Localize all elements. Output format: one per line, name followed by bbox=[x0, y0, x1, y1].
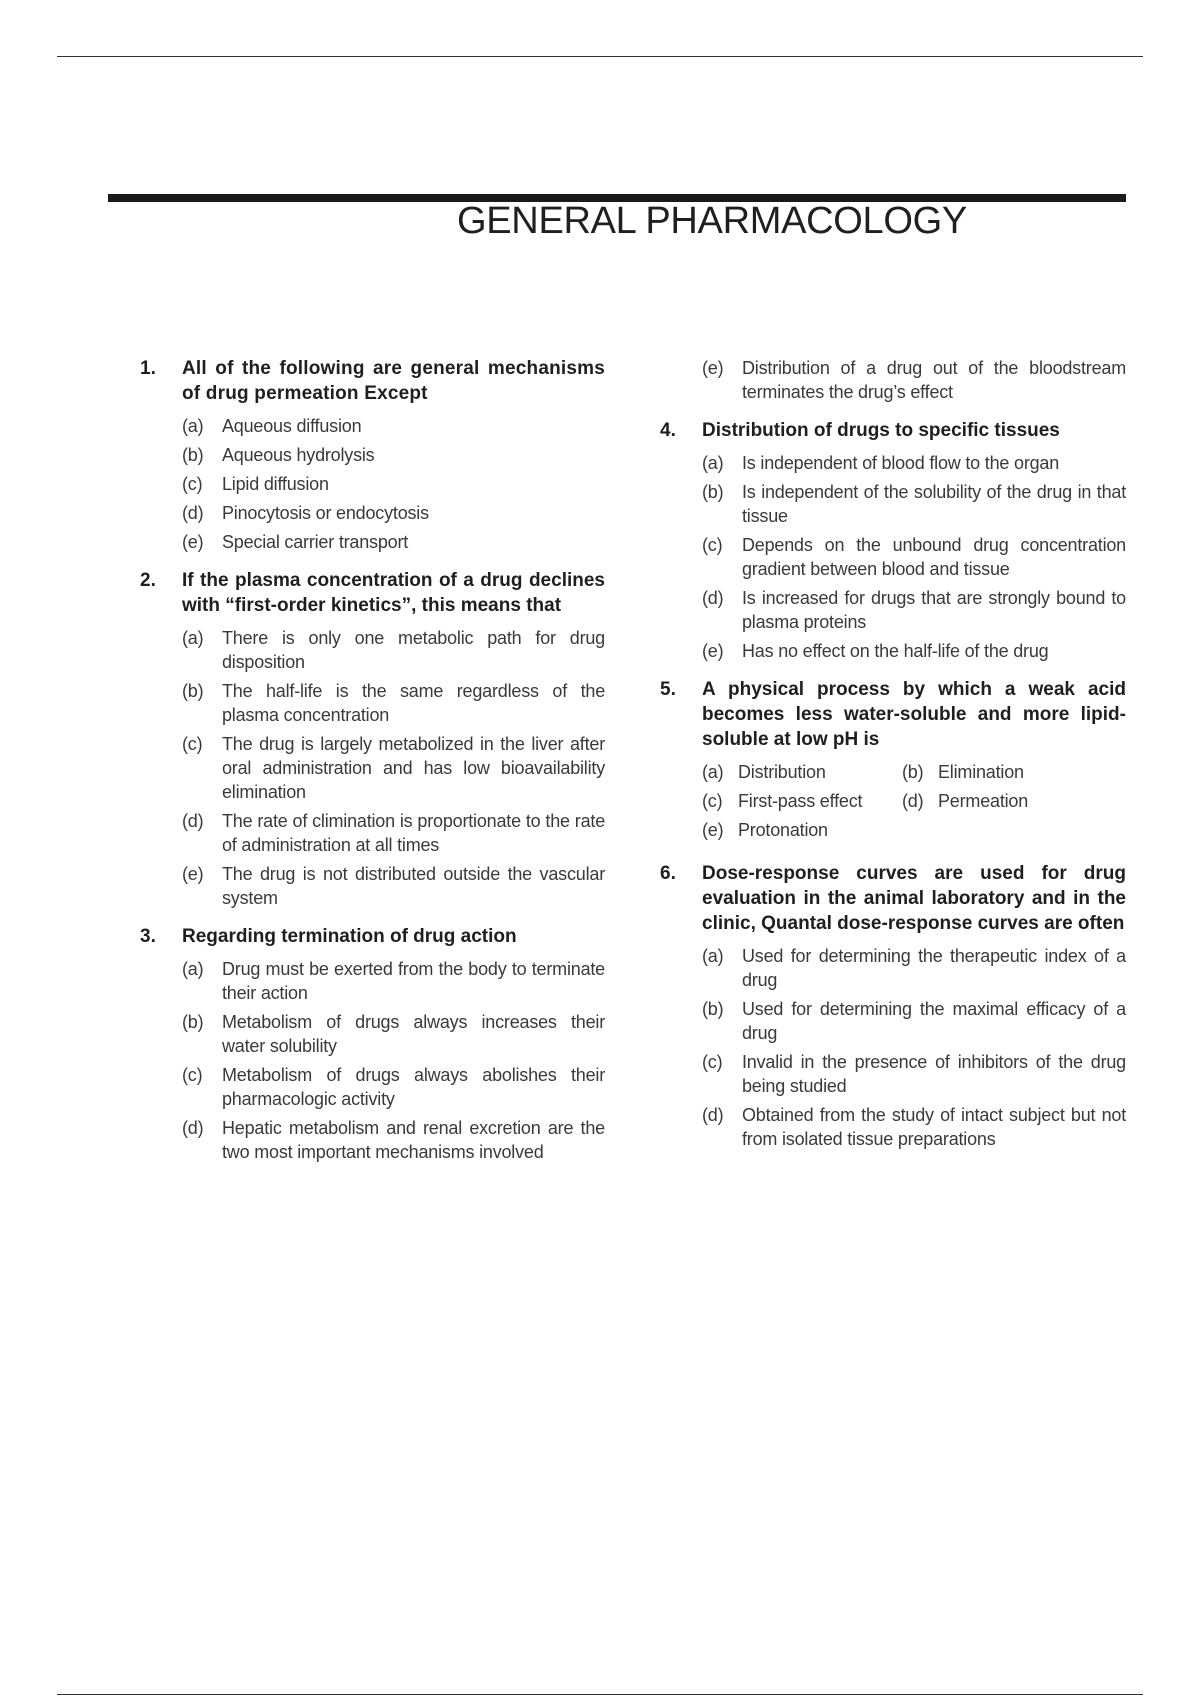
option-text: Metabolism of drugs always increases their water solubility bbox=[222, 1012, 605, 1056]
option-a bbox=[702, 944, 1126, 992]
option-label: (c) bbox=[702, 791, 723, 811]
option-text: Used for determining the therapeutic index of a drug bbox=[742, 946, 1126, 990]
question-1 bbox=[140, 356, 605, 554]
option-text: Depends on the unbound drug concentration gradient between blood and tissue bbox=[742, 535, 1126, 579]
question-header bbox=[660, 418, 1126, 443]
question-text: A physical process by which a weak acid becomes less water-soluble and more lipid-soluble at low pH is bbox=[702, 679, 1126, 750]
option-c bbox=[702, 789, 902, 813]
option-b bbox=[182, 443, 605, 467]
option-label: (a) bbox=[702, 946, 724, 966]
option-c bbox=[182, 732, 605, 804]
option-b bbox=[182, 1010, 605, 1058]
question-text: Regarding termination of drug action bbox=[182, 926, 517, 947]
option-e bbox=[182, 530, 605, 554]
option-c bbox=[182, 472, 605, 496]
option-e bbox=[702, 356, 1126, 404]
question-number: 1. bbox=[140, 358, 156, 379]
option-text: Elimination bbox=[938, 762, 1024, 782]
option-label: (b) bbox=[182, 445, 204, 465]
option-b bbox=[702, 997, 1126, 1045]
options-list bbox=[182, 626, 605, 910]
option-label: (b) bbox=[182, 681, 204, 701]
options-list bbox=[702, 451, 1126, 663]
question-6 bbox=[660, 861, 1126, 1151]
option-label: (e) bbox=[702, 641, 724, 661]
right-column bbox=[660, 356, 1126, 1165]
question-2 bbox=[140, 568, 605, 910]
option-label: (d) bbox=[182, 1118, 204, 1138]
option-label: (d) bbox=[902, 791, 924, 811]
option-label: (a) bbox=[182, 416, 204, 436]
option-d bbox=[902, 789, 1126, 813]
option-a bbox=[182, 626, 605, 674]
page-bottom-rule bbox=[57, 1694, 1143, 1695]
option-label: (d) bbox=[702, 588, 724, 608]
option-c bbox=[182, 1063, 605, 1111]
chapter-title: GENERAL PHARMACOLOGY bbox=[457, 200, 967, 242]
option-text: Lipid diffusion bbox=[222, 474, 329, 494]
option-d bbox=[182, 1116, 605, 1164]
option-label: (b) bbox=[702, 999, 724, 1019]
option-text: Distribution bbox=[738, 762, 826, 782]
option-label: (b) bbox=[902, 762, 924, 782]
option-text: Distribution of a drug out of the bloodstream terminates the drug’s effect bbox=[742, 358, 1126, 402]
option-label: (e) bbox=[702, 358, 724, 378]
question-4 bbox=[660, 418, 1126, 663]
option-label: (c) bbox=[702, 1052, 723, 1072]
option-label: (d) bbox=[702, 1105, 724, 1125]
options-list bbox=[702, 356, 1126, 404]
options-list bbox=[182, 957, 605, 1164]
option-text: Drug must be exerted from the body to terminate their action bbox=[222, 959, 605, 1003]
option-b bbox=[902, 760, 1126, 784]
option-text: Is independent of blood flow to the organ bbox=[742, 453, 1060, 473]
option-text: The drug is largely metabolized in the liver after oral administration and has low bioavailability elimination bbox=[222, 734, 605, 802]
option-label: (e) bbox=[702, 820, 724, 840]
question-header bbox=[140, 924, 605, 949]
option-a bbox=[702, 760, 902, 784]
option-label: (a) bbox=[702, 762, 724, 782]
option-text: Used for determining the maximal efficacy of a drug bbox=[742, 999, 1126, 1043]
question-text: If the plasma concentration of a drug declines with “first-order kinetics”, this means that bbox=[182, 570, 605, 616]
question-number: 4. bbox=[660, 420, 676, 441]
question-header bbox=[140, 356, 605, 406]
options-grid bbox=[702, 760, 1126, 847]
option-e bbox=[702, 818, 902, 842]
option-text: Metabolism of drugs always abolishes their pharmacologic activity bbox=[222, 1065, 605, 1109]
option-label: (b) bbox=[182, 1012, 204, 1032]
option-c bbox=[702, 1050, 1126, 1098]
option-label: (e) bbox=[182, 532, 204, 552]
option-d bbox=[702, 1103, 1126, 1151]
option-label: (d) bbox=[182, 503, 204, 523]
options-list bbox=[182, 414, 605, 554]
option-text: Hepatic metabolism and renal excretion are the two most important mechanisms involved bbox=[222, 1118, 605, 1162]
option-text: First-pass effect bbox=[738, 791, 863, 811]
question-number: 3. bbox=[140, 926, 156, 947]
option-label: (a) bbox=[182, 959, 204, 979]
option-a bbox=[702, 451, 1126, 475]
option-label: (e) bbox=[182, 864, 204, 884]
option-text: Is independent of the solubility of the drug in that tissue bbox=[742, 482, 1126, 526]
option-text: Aqueous hydrolysis bbox=[222, 445, 375, 465]
option-label: (d) bbox=[182, 811, 204, 831]
question-text: Dose-response curves are used for drug evaluation in the animal laboratory and in the clinic, Quantal dose-response curves are often bbox=[702, 863, 1126, 934]
option-c bbox=[702, 533, 1126, 581]
option-text: Is increased for drugs that are strongly bound to plasma proteins bbox=[742, 588, 1126, 632]
option-text: Permeation bbox=[938, 791, 1029, 811]
option-label: (c) bbox=[182, 474, 203, 494]
question-5 bbox=[660, 677, 1126, 847]
option-b bbox=[702, 480, 1126, 528]
question-3-continued bbox=[660, 356, 1126, 404]
option-text: Aqueous diffusion bbox=[222, 416, 362, 436]
option-text: Invalid in the presence of inhibitors of the drug being studied bbox=[742, 1052, 1126, 1096]
option-text: There is only one metabolic path for drug disposition bbox=[222, 628, 605, 672]
question-text: All of the following are general mechanisms of drug permeation Except bbox=[182, 358, 605, 404]
option-d bbox=[182, 809, 605, 857]
option-e bbox=[182, 862, 605, 910]
option-text: The drug is not distributed outside the vascular system bbox=[222, 864, 605, 908]
option-text: Pinocytosis or endocytosis bbox=[222, 503, 429, 523]
question-header bbox=[140, 568, 605, 618]
page-top-rule bbox=[57, 56, 1143, 57]
option-d bbox=[182, 501, 605, 525]
option-text: Special carrier transport bbox=[222, 532, 409, 552]
option-label: (a) bbox=[182, 628, 204, 648]
option-text: Obtained from the study of intact subject but not from isolated tissue preparations bbox=[742, 1105, 1126, 1149]
question-header bbox=[660, 677, 1126, 752]
option-e bbox=[702, 639, 1126, 663]
option-text: The rate of climination is proportionate to the rate of administration at all times bbox=[222, 811, 605, 855]
option-text: The half-life is the same regardless of the plasma concentration bbox=[222, 681, 605, 725]
option-b bbox=[182, 679, 605, 727]
options-list bbox=[702, 944, 1126, 1151]
option-text: Protonation bbox=[738, 820, 828, 840]
option-a bbox=[182, 957, 605, 1005]
question-3 bbox=[140, 924, 605, 1164]
option-label: (a) bbox=[702, 453, 724, 473]
option-label: (b) bbox=[702, 482, 724, 502]
question-number: 6. bbox=[660, 863, 676, 884]
option-a bbox=[182, 414, 605, 438]
option-d bbox=[702, 586, 1126, 634]
option-label: (c) bbox=[182, 734, 203, 754]
left-column bbox=[140, 356, 605, 1178]
question-text: Distribution of drugs to specific tissues bbox=[702, 420, 1060, 441]
option-label: (c) bbox=[182, 1065, 203, 1085]
question-number: 2. bbox=[140, 570, 156, 591]
question-number: 5. bbox=[660, 679, 676, 700]
question-header bbox=[660, 861, 1126, 936]
option-text: Has no effect on the half-life of the drug bbox=[742, 641, 1049, 661]
option-label: (c) bbox=[702, 535, 723, 555]
